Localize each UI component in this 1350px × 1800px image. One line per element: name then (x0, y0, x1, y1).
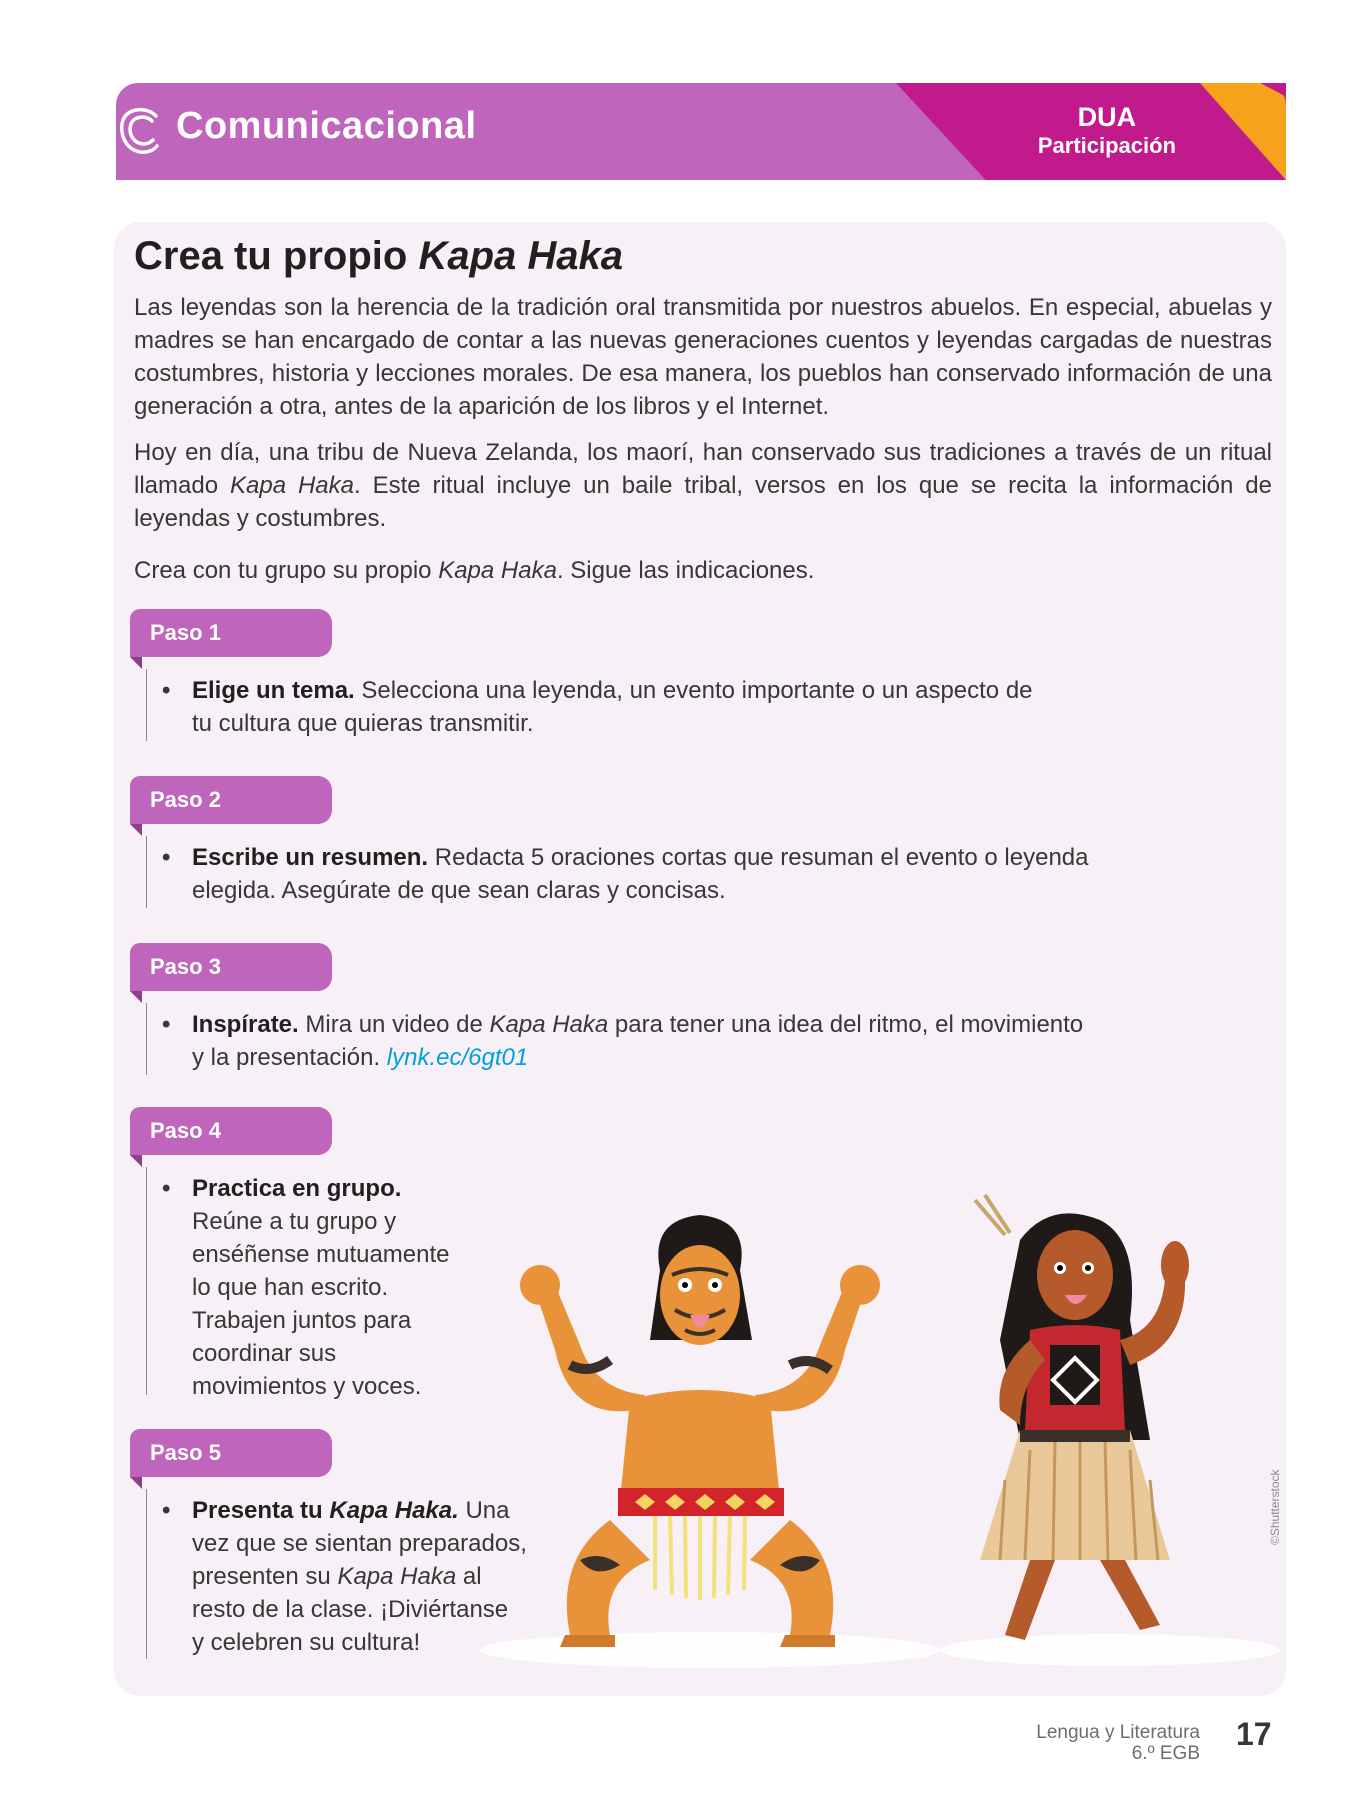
step-4-line: coordinar sus (192, 1340, 337, 1367)
step-3-label: Paso 3 (150, 954, 221, 979)
dua-title: DUA (1077, 102, 1137, 132)
step-2-line (146, 836, 147, 908)
step-4-line (146, 1167, 147, 1395)
step-3-line (146, 1003, 147, 1075)
step-4-line: Trabajen juntos para (192, 1307, 412, 1334)
step-4-tab (130, 1107, 332, 1155)
section-header (116, 83, 1286, 180)
step-4-line: Reúne a tu grupo y (192, 1208, 397, 1235)
p2-text-b: . Este ritual incluye un baile tribal, versos en los que se recita la información de leyendas y costumbres. (134, 472, 1272, 532)
intro-paragraph-3 (134, 554, 1272, 587)
step-4-line: enséñense mutuamente (192, 1241, 450, 1268)
page-number: 17 (1236, 1716, 1272, 1752)
step-2-tab (130, 776, 332, 824)
step-5-line4: resto de la clase. ¡Diviértanse (192, 1596, 509, 1623)
step-5-line2: vez que se sientan preparados, (192, 1530, 527, 1557)
comunicacional-c-icon (116, 104, 162, 160)
step-5-line3-a: presenten su (192, 1563, 338, 1590)
p3-text-italic: Kapa Haka (438, 557, 557, 584)
female-dancer-figure (975, 1195, 1189, 1640)
step-1-tab (130, 609, 332, 657)
step-4-bold: Practica en grupo. (192, 1175, 402, 1202)
footer-subject-text: Lengua y Literatura (1036, 1722, 1200, 1743)
step-2-label: Paso 2 (150, 787, 221, 812)
step-5-line (146, 1489, 147, 1659)
kapa-haka-dancers-illustration (460, 1180, 1280, 1680)
step-5-label: Paso 5 (150, 1440, 221, 1465)
footer-grade: 6.º EGB (1131, 1743, 1200, 1764)
step-5-tab (130, 1429, 332, 1477)
step-4-label: Paso 4 (150, 1118, 221, 1143)
intro-paragraph-1: Las leyendas son la herencia de la tradición oral transmitida por nuestros abuelos. En especial, abuelas y madres se han encargado de contar a las nuevas generaciones cuentos y leyendas cargadas de nuestras costumbres, historia y lecciones morales. De esa manera, los pueblos han conservado información de una generación a otra, antes de la aparición de los libros y el Internet. (134, 294, 1272, 420)
step-1-label: Paso 1 (150, 620, 221, 645)
step-3-line1-a: Mira un video de (298, 1011, 490, 1038)
footer-subject (1036, 1722, 1200, 1764)
title-italic: Kapa Haka (418, 234, 624, 278)
step-3-tab (130, 943, 332, 991)
intro-paragraph-2 (134, 436, 1272, 535)
p2-text-italic: Kapa Haka (229, 472, 354, 499)
step-3-bold: Inspírate. (192, 1011, 299, 1038)
dua-subtitle: Participación (1037, 133, 1176, 158)
section-title: Comunicacional (176, 105, 477, 147)
step-3-line1-italic: Kapa Haka (489, 1011, 609, 1038)
step-2-line2: elegida. Asegúrate de que sean claras y concisas. (192, 877, 726, 904)
step-2-bold: Escribe un resumen. (192, 844, 429, 871)
step-1-line (146, 669, 147, 741)
male-dancer-figure (520, 1215, 880, 1647)
step-5-line3-italic: Kapa Haka (337, 1563, 457, 1590)
title-prefix: Crea tu propio (134, 234, 419, 278)
step-5-bold-a: Presenta tu (192, 1497, 330, 1524)
p2-text-a: Hoy en día, una tribu de Nueva Zelanda, los maorí, han conservado sus tradiciones a través de un ritual llamado (134, 439, 1272, 499)
step-1-bold: Elige un tema. (192, 677, 355, 704)
step-2-line1: Redacta 5 oraciones cortas que resuman el evento o leyenda (428, 844, 1089, 871)
step-3-line1-b: para tener una idea del ritmo, el movimiento (608, 1011, 1084, 1038)
video-link[interactable]: lynk.ec/6gt01 (386, 1044, 529, 1071)
step-5-line5: y celebren su cultura! (192, 1629, 421, 1656)
step-3-line2: y la presentación. (192, 1044, 387, 1071)
step-4-line: lo que han escrito. (192, 1274, 389, 1301)
step-4-line: movimientos y voces. (192, 1373, 422, 1400)
p3-text-a: Crea con tu grupo su propio (134, 557, 439, 584)
step-1-line1: Selecciona una leyenda, un evento importante o un aspecto de (354, 677, 1033, 704)
dua-label (1038, 102, 1176, 160)
p3-text-b: . Sigue las indicaciones. (556, 557, 815, 584)
image-credit: ©Shutterstock (1268, 1469, 1282, 1545)
step-1-line2: tu cultura que quieras transmitir. (192, 710, 534, 737)
page-title (134, 234, 623, 279)
step-5-line3-b: al (456, 1563, 482, 1590)
step-5-line1: Una (458, 1497, 510, 1524)
step-5-bold-italic: Kapa Haka. (329, 1497, 459, 1524)
